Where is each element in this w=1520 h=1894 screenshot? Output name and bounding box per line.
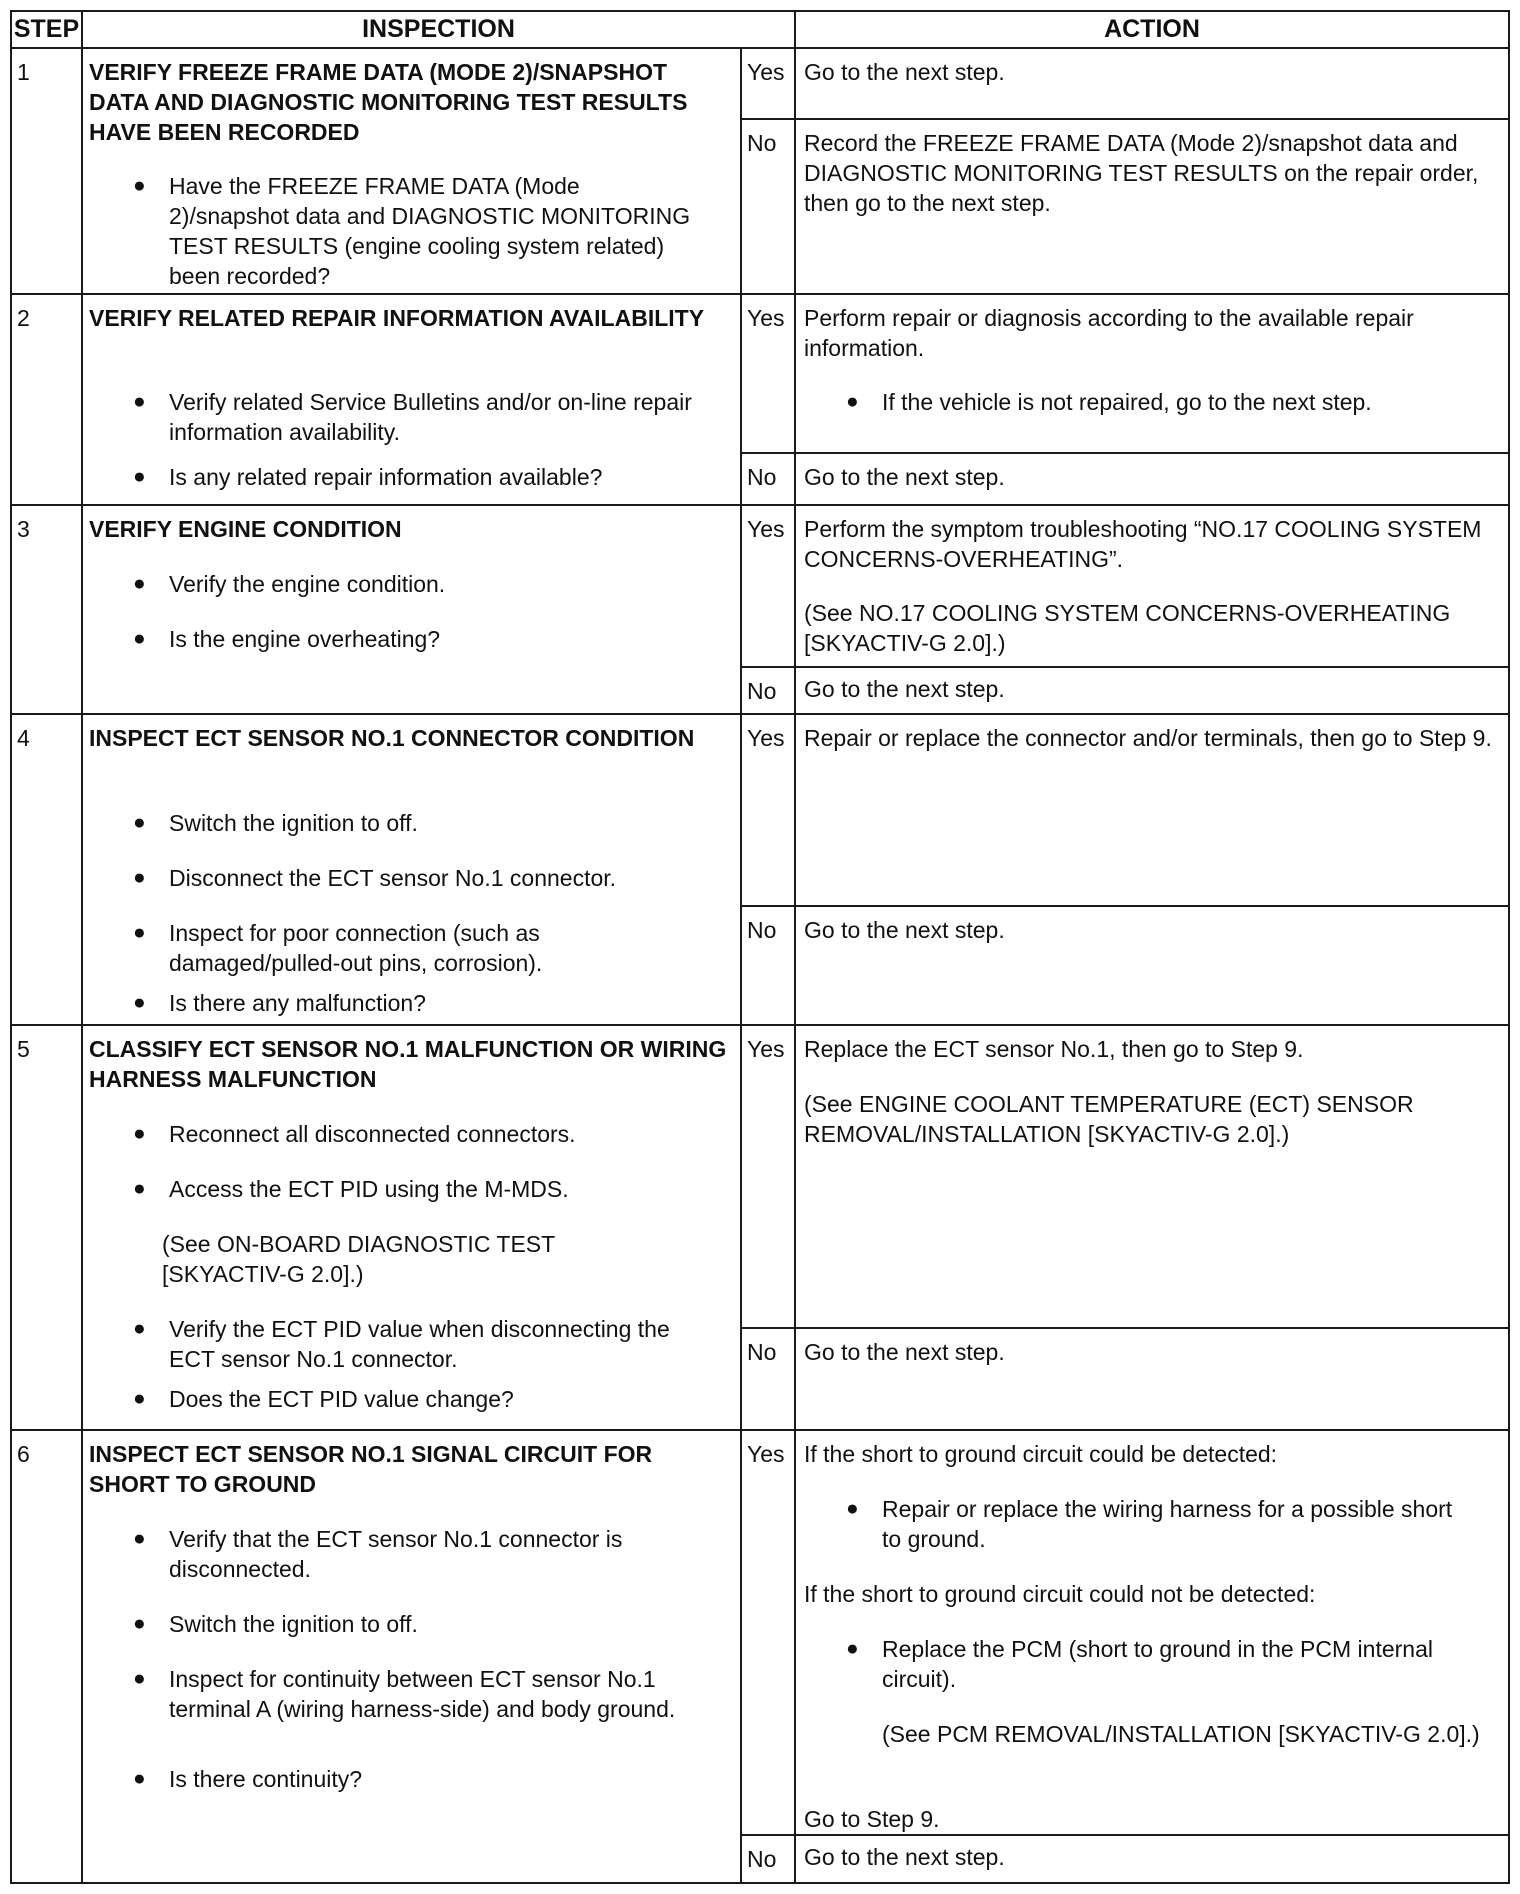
action-reference: (See ENGINE COOLANT TEMPERATURE (ECT) SENSOR REMOVAL/INSTALLATION [SKYACTIV-G 2.0].) xyxy=(804,1091,1414,1147)
no-label: No xyxy=(747,917,777,943)
no-label: No xyxy=(747,1339,777,1365)
action-text: Replace the ECT sensor No.1, then go to Step 9. xyxy=(804,1036,1304,1062)
step-5-yes-action xyxy=(796,1026,1508,1327)
step-4-yes-action xyxy=(796,715,1508,905)
inspection-bullet xyxy=(133,462,693,492)
bullet-icon: ● xyxy=(133,1667,146,1690)
inspection-text: Reconnect all disconnected connectors. xyxy=(169,1121,576,1147)
step-title: INSPECT ECT SENSOR NO.1 SIGNAL CIRCUIT FOR SHORT TO GROUND xyxy=(89,1441,653,1497)
inspection-text: Verify the ECT PID value when disconnecting the ECT sensor No.1 connector. xyxy=(169,1316,670,1372)
step-title: VERIFY FREEZE FRAME DATA (MODE 2)/SNAPSHOT DATA AND DIAGNOSTIC MONITORING TEST RESULTS HAVE BEEN RECORDED xyxy=(89,59,688,145)
inspection-text: Is there any malfunction? xyxy=(169,990,426,1016)
step-number: 1 xyxy=(17,59,30,85)
yes-label: Yes xyxy=(747,59,785,85)
inspection-bullet xyxy=(133,1119,693,1149)
yes-label: Yes xyxy=(747,1036,785,1062)
step-2-no-action xyxy=(796,454,1508,504)
inspection-text: Disconnect the ECT sensor No.1 connector. xyxy=(169,865,617,891)
no-label: No xyxy=(747,464,777,490)
step-6-yes-action xyxy=(796,1431,1508,1834)
bullet-icon: ● xyxy=(133,1767,146,1790)
action-reference: (See PCM REMOVAL/INSTALLATION [SKYACTIV-G 2.0].) xyxy=(882,1721,1480,1747)
step-3-yes-action xyxy=(796,506,1508,666)
action-bullet xyxy=(846,1494,1466,1554)
step-2-inspection xyxy=(83,295,740,504)
bullet-icon: ● xyxy=(133,991,146,1014)
inspection-bullet xyxy=(133,569,693,599)
inspection-text: Inspect for poor connection (such as damaged/pulled-out pins, corrosion). xyxy=(169,920,543,976)
step-number: 3 xyxy=(17,516,30,542)
bullet-icon: ● xyxy=(133,465,146,488)
inspection-text: Is the engine overheating? xyxy=(169,626,441,652)
inspection-reference: (See ON-BOARD DIAGNOSTIC TEST [SKYACTIV-G 2.0].) xyxy=(162,1231,555,1287)
bullet-icon: ● xyxy=(133,174,146,197)
inspection-text: Have the FREEZE FRAME DATA (Mode 2)/snapshot data and DIAGNOSTIC MONITORING TEST RESULTS (engine cooling system related) been recorded? xyxy=(169,173,691,289)
inspection-text: Verify the engine condition. xyxy=(169,571,446,597)
inspection-bullet xyxy=(133,1314,693,1374)
no-label: No xyxy=(747,678,777,704)
inspection-bullet xyxy=(133,1764,693,1794)
inspection-text: Switch the ignition to off. xyxy=(169,1611,418,1637)
bullet-icon: ● xyxy=(846,1637,859,1660)
no-label: No xyxy=(747,130,777,156)
action-bullet xyxy=(846,1634,1466,1694)
step-title: INSPECT ECT SENSOR NO.1 CONNECTOR CONDITION xyxy=(89,725,695,751)
inspection-bullet xyxy=(133,171,693,291)
bullet-icon: ● xyxy=(846,390,859,413)
step-title: CLASSIFY ECT SENSOR NO.1 MALFUNCTION OR WIRING HARNESS MALFUNCTION xyxy=(89,1036,727,1092)
step-1-inspection xyxy=(83,49,740,293)
action-text: Go to the next step. xyxy=(804,1339,1005,1365)
step-number: 4 xyxy=(17,725,30,751)
bullet-icon: ● xyxy=(133,1317,146,1340)
inspection-bullet xyxy=(133,988,693,1018)
bullet-icon: ● xyxy=(133,811,146,834)
action-bullet xyxy=(846,387,1486,417)
inspection-bullet xyxy=(133,863,693,893)
step-3-no-action xyxy=(796,668,1508,713)
yes-label: Yes xyxy=(747,516,785,542)
action-text: If the short to ground circuit could be detected: xyxy=(804,1441,1278,1467)
action-text: Perform repair or diagnosis according to the available repair information. xyxy=(804,305,1414,361)
action-text: Go to the next step. xyxy=(804,59,1005,85)
step-1-yes-action xyxy=(796,49,1508,118)
bullet-icon: ● xyxy=(133,1387,146,1410)
step-number: 5 xyxy=(17,1036,30,1062)
action-text: Perform the symptom troubleshooting “NO.17 COOLING SYSTEM CONCERNS-OVERHEATING”. xyxy=(804,516,1482,572)
bullet-icon: ● xyxy=(846,1497,859,1520)
action-text: If the vehicle is not repaired, go to the next step. xyxy=(882,389,1372,415)
action-text: Go to the next step. xyxy=(804,676,1005,702)
bullet-icon: ● xyxy=(133,627,146,650)
action-text: Go to the next step. xyxy=(804,464,1005,490)
header-action: ACTION xyxy=(1104,15,1200,43)
inspection-text: Does the ECT PID value change? xyxy=(169,1386,514,1412)
yes-label: Yes xyxy=(747,1441,785,1467)
inspection-text: Is there continuity? xyxy=(169,1766,363,1792)
step-number: 2 xyxy=(17,305,30,331)
action-text: Repair or replace the wiring harness for a possible short to ground. xyxy=(882,1496,1453,1552)
action-text: Go to the next step. xyxy=(804,1844,1005,1870)
table-border-right xyxy=(1508,10,1510,1884)
inspection-text: Verify that the ECT sensor No.1 connector is disconnected. xyxy=(169,1526,623,1582)
inspection-bullet xyxy=(133,918,693,978)
table-border-left xyxy=(10,10,12,1884)
action-text: Go to Step 9. xyxy=(804,1806,940,1832)
table-border-bottom xyxy=(10,1882,1510,1884)
yes-label: Yes xyxy=(747,305,785,331)
inspection-bullet xyxy=(133,1384,693,1414)
inspection-text: Access the ECT PID using the M-MDS. xyxy=(169,1176,569,1202)
step-1-no-action xyxy=(796,120,1508,293)
step-5-inspection xyxy=(83,1026,740,1429)
inspection-bullet xyxy=(133,1174,693,1204)
step-2-yes-action xyxy=(796,295,1508,452)
inspection-bullet xyxy=(133,808,693,838)
step-number: 6 xyxy=(17,1441,30,1467)
step-title: VERIFY ENGINE CONDITION xyxy=(89,516,402,542)
bullet-icon: ● xyxy=(133,1612,146,1635)
inspection-bullet xyxy=(133,1664,693,1724)
step-title: VERIFY RELATED REPAIR INFORMATION AVAILABILITY xyxy=(89,305,705,331)
inspection-bullet xyxy=(133,624,693,654)
action-text: If the short to ground circuit could not be detected: xyxy=(804,1581,1316,1607)
no-label: No xyxy=(747,1846,777,1872)
inspection-bullet xyxy=(133,1524,693,1584)
step-6-inspection xyxy=(83,1431,740,1882)
inspection-text: Inspect for continuity between ECT sensor No.1 terminal A (wiring harness-side) and body ground. xyxy=(169,1666,676,1722)
bullet-icon: ● xyxy=(133,390,146,413)
bullet-icon: ● xyxy=(133,1527,146,1550)
step-3-inspection xyxy=(83,506,740,713)
bullet-icon: ● xyxy=(133,921,146,944)
inspection-text: Switch the ignition to off. xyxy=(169,810,418,836)
action-text: Replace the PCM (short to ground in the PCM internal circuit). xyxy=(882,1636,1433,1692)
inspection-text: Verify related Service Bulletins and/or on-line repair information availability. xyxy=(169,389,692,445)
step-4-no-action xyxy=(796,907,1508,1024)
inspection-bullet xyxy=(133,387,693,447)
bullet-icon: ● xyxy=(133,866,146,889)
step-4-inspection xyxy=(83,715,740,1024)
bullet-icon: ● xyxy=(133,1122,146,1145)
bullet-icon: ● xyxy=(133,572,146,595)
step-5-no-action xyxy=(796,1329,1508,1429)
action-text: Go to the next step. xyxy=(804,917,1005,943)
step-6-no-action xyxy=(796,1836,1508,1882)
header-step: STEP xyxy=(13,15,80,43)
inspection-text: Is any related repair information available? xyxy=(169,464,603,490)
action-text: Repair or replace the connector and/or terminals, then go to Step 9. xyxy=(804,725,1492,751)
action-reference: (See NO.17 COOLING SYSTEM CONCERNS-OVERHEATING [SKYACTIV-G 2.0].) xyxy=(804,600,1451,656)
action-text: Record the FREEZE FRAME DATA (Mode 2)/snapshot data and DIAGNOSTIC MONITORING TEST RESULTS on the repair order, then go to the next step. xyxy=(804,130,1479,216)
header-inspection: INSPECTION xyxy=(362,15,515,43)
inspection-bullet xyxy=(133,1609,693,1639)
yes-label: Yes xyxy=(747,725,785,751)
bullet-icon: ● xyxy=(133,1177,146,1200)
